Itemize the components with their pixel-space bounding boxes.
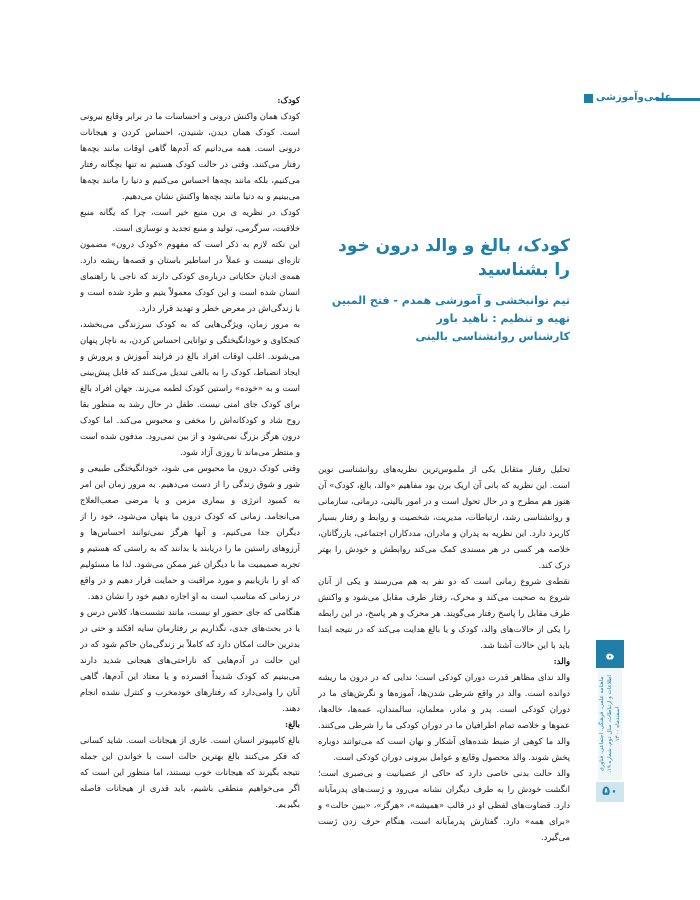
- section-label: علمی‌وآموزشی: [596, 92, 672, 103]
- paragraph: والد ندای مظاهر قدرت دوران کودکی است؛ ندایی که در درون ما ریشه دوانده است. والد در واقع شرطی شدن‌ها، آموزه‌ها و نگرش‌های ما در دوران کودکی است. پدر و مادر، معلمان، سالمندان، عمه‌ها، خاله‌ها، عموها و خلاصه تمام اطرافیان ما در دوران کودکی ما را شرطی می‌کنند. والد ما کوهی از ضبط شده‌های آشکار و نهان است که می‌توانند دوباره پخش شوند. والد محصول وقایع و عوامل بیرونی دوران کودکی است.: [318, 672, 570, 762]
- paragraph: والد حالت بدنی خاصی دارد که حاکی از عصبانیت و بی‌صبری است؛ انگشت خودش را به طرف دیگران نشانه می‌رود و ژست‌های پدرمآبانه دارد. قضاوت‌های لفظی او در قالب «همیشه»، «هرگز»، «ببین حالت» و «برای همه» دارد. گفتارش پدرمآبانه است، هنگام حرف زدن ژست می‌گیرد.: [318, 768, 570, 842]
- paragraph: به مرور زمان، ویژگی‌هایی که به کودک سرزندگی می‌بخشد، کنجکاوی و خودانگیختگی و توانایی احساس کردن، به ناچار پنهان می‌شوند. اغلب اوقات افراد بالغ در فرایند آموزش و پرورش و ایجاد انضباط، کودک را به بالغی تبدیل می‌کنند که قابل پیش‌بینی است و به «خوده» راستین کودک لطمه می‌زند. جهان افراد بالغ برای کودک جای امنی نیست. طفل در حال رشد به منظور بقا روح شاد و کودکانه‌اش را مخفی و محبوس می‌کند. اما کودک درون هرگز بزرگ نمی‌شود و از بین نمی‌رود. مدفون شده است و منتظر می‌ماند تا روزی آزاد شود.: [80, 319, 300, 457]
- credit-role: کارشناس روانشناسی بالینی: [415, 330, 570, 343]
- section-heading: والد:: [553, 656, 570, 666]
- paragraph: نقطه‌ی شروع زمانی است که دو نفر به هم می‌رسند و یکی از آنان شروع به صحبت می‌کند و محرک، رفتار طرف مقابل می‌شود و واکنش طرف مقابل را پاسخ رفتار می‌گویند. هر محرک و هر پاسخ، در این رابطه را یکی از حالات‌های والد، کودک و یا بالغ هدایت می‌کند که در نتیجه ابتدا باید با این حالات آشنا شد.: [318, 576, 570, 650]
- credit-author: تهیه و تنظیم : ناهید باور: [436, 312, 570, 325]
- magazine-logo: [596, 640, 624, 668]
- left-text-column: [80, 92, 300, 808]
- logo-mark-icon: ه: [605, 645, 615, 663]
- paragraph: کودک در نظریه ی برن منبع خیر است، چرا که یگانه منبع خلاقیت، سرگرمی، تولید و منبع تجدید و نوسازی است.: [80, 207, 300, 233]
- section-heading: بالغ:: [285, 719, 300, 729]
- side-strip: [596, 640, 624, 880]
- issue-info: ماهنامه علمی، فرهنگی، اجتماعی، فناوری اطلاعات و ارتباطات، سال دوم، شماره ۱۹، اسفندماه ۱۴۰۰: [599, 675, 621, 773]
- paragraph: این نکته لازم به ذکر است که مفهوم «کودک درون» مضمون تازه‌ای نیست و عملاً در اساطیر باستان و قصه‌ها ریشه دارد. همه‌ی ادیان حکایاتی درباره‌ی کودکی دارند که ناجی یا راهنمای انسان شده است و این کودک معمولاً یتیم و طرد شده است و با زندگی‌اش در معرض خطر و تهدید قرار دارد.: [80, 239, 300, 313]
- page-number: ۵۰: [596, 782, 624, 802]
- paragraph: تحلیل رفتار متقابل یکی از ملموس‌ترین نظریه‌های روانشناسی نوین است. این نظریه که بانی آن اریک برن بود مفاهیم «والد، بالغ، کودک» آن هنوز هم مطرح و در حال تحول است و در امور بالینی، درمانی، سازمانی و روانشناسی رشد، ارتباطات، مدیریت، شخصیت و روابط و رفتار بسیار کاربرد دارد. این نظریه به پدران و مادران، مددکاران اجتماعی، بازرگانان، خلاصه هر کسی در هر مسندی کمک می‌کند روابطش و خودش را بهتر درک کند.: [318, 464, 570, 570]
- paragraph: هنگامی که جای حضور او نیست، مانند نشست‌ها، کلاس درس و یا در بحث‌های جدی، نگذاریم بر رفتارمان سایه افکند و حتی در بدترین حالت امکان دارد که کاملاً بر زندگی‌مان حاکم شود که در این حالت در آدم‌هایی که ناراحتی‌های هیجانی شدید دارند می‌بینیم که کودک شدیداً افسرده و یا معتاد این آدم‌ها، گاهی آنان را وامی‌دارد که رفتارهای خودمخرب و کنترل نشده انجام دهند.: [80, 607, 300, 713]
- paragraph: وقتی کودک درون ما محبوس می شود، خودانگیختگی طبیعی و شور و شوق زندگی را از دست می‌دهیم. به مرور زمان این امر به کمبود انرژی و بیماری مزمن و یا مرضی صعب‌العلاج می‌انجامد. زمانی که کودک درون ما پنهان می‌شود، خود را از دیگران جدا می‌کنیم، و آنها هرگز نمی‌توانند احساس‌ها و آرزوهای راستین ما را دریابند یا بدانند که به راستی که هستیم و تجربه صمیمیت ما با دیگران غیر ممکن می‌شود. لذا ما مسئولیم که او را بازیابیم و مورد مراقبت و حمایت قرار دهیم و در واقع در زمانی که مناسب است به او اجازه دهیم خود را نشان دهد.: [80, 463, 300, 601]
- byline: [318, 292, 570, 346]
- section-square-icon: [584, 94, 593, 103]
- paragraph: کودک همان واکنش درونی و احساسات ما در برابر وقایع بیرونی است. کودک همان دیدن، شنیدن، احساس کردن و هیجانات درونی است. همه می‌دانیم که آدم‌ها گاهی اوقات مانند بچه‌ها رفتار می‌کنند. وقتی در حالت کودک هستیم نه تنها بچگانه رفتار می‌کنیم، بلکه مانند بچه‌ها احساس می‌کنیم و دنیا را مانند بچه‌ها می‌بینیم و به دنیا مانند بچه‌ها واکنش نشان می‌دهیم.: [80, 111, 300, 201]
- article-title: کودک، بالغ و والد درون خود را بشناسید: [338, 236, 570, 280]
- section-heading: کودک:: [277, 95, 300, 105]
- paragraph: بالغ کامپیوتر انسان است. عاری از هیجانات است. شاید کسانی که فکر می‌کنند بالغ بهترین حالت است با خواندن این جمله نتیجه بگیرند که هیجانات خوب نیستند، اما منظور این است که اگر می‌خواهیم منطقی باشیم، باید قدری از هیجانات فاصله بگیریم.: [80, 735, 300, 808]
- section-header: [584, 92, 700, 106]
- right-text-column: [318, 461, 570, 849]
- credit-team: تیم توانبخشی و آموزشی همدم - فتح المبین: [331, 294, 570, 307]
- vertical-band: [598, 668, 622, 780]
